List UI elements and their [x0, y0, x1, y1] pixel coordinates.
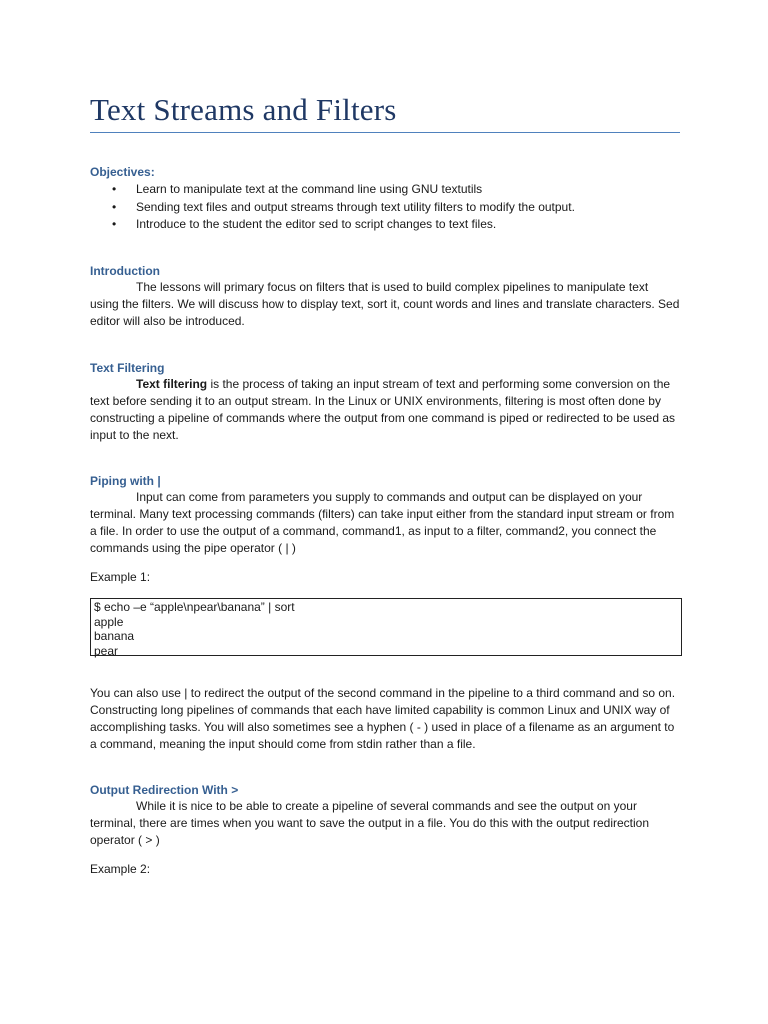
text-filtering-paragraph: Text filtering is the process of taking an input stream of text and performing some conversion on the text before sending it to an output stream. In the Linux or UNIX environments, filtering is most often done by constructing a pipeline of commands where the output from one command is piped or redirected to be used as input to the next.: [90, 377, 675, 442]
bullet-icon: •: [112, 217, 117, 231]
code-line: banana: [94, 629, 135, 643]
list-item: • Learn to manipulate text at the command line using GNU textutils: [90, 181, 575, 199]
list-item: • Sending text files and output streams through text utility filters to modify the output.: [90, 199, 575, 217]
bold-term: Text filtering: [136, 377, 208, 391]
piping-heading: Piping with |: [90, 474, 161, 488]
page-title: Text Streams and Filters: [90, 92, 397, 127]
output-redirection-paragraph: While it is nice to be able to create a pipeline of several commands and see the output on your terminal, there are times when you want to save the output in a file. You do this with the output redirection operator ( > ): [90, 799, 649, 847]
piping-followup-paragraph: You can also use | to redirect the output of the second command in the pipeline to a third command and so on. Constructing long pipelines of commands that each have limited capability is common Linux and UNIX way of accomplishing tasks. You will also sometimes see a hyphen ( - ) used in place of a filename as an argument to a command, meaning the input should come from stdin rather than a file.: [90, 686, 676, 751]
objectives-heading: Objectives:: [90, 165, 155, 179]
example-2-label: Example 2:: [90, 862, 151, 876]
introduction-heading: Introduction: [90, 264, 160, 278]
piping-paragraph: Input can come from parameters you supply to commands and output can be displayed on your terminal. Many text processing commands (filters) can take input either from the standard input stream or from a file. In order to use the output of a command, command1, as input to a filter, command2, you connect the commands using the pipe operator ( | ): [90, 490, 675, 555]
title-underline: [90, 132, 680, 133]
code-line: $ echo –e “apple\npear\banana” | sort: [94, 600, 295, 614]
objectives-list: [90, 181, 575, 234]
example-1-code-box: [90, 598, 682, 656]
code-line: pear: [94, 643, 119, 658]
bullet-icon: •: [112, 182, 117, 196]
example-1-label: Example 1:: [90, 570, 151, 584]
bullet-icon: •: [112, 199, 117, 214]
code-line: apple: [94, 614, 124, 629]
list-item: • Introduce to the student the editor sed to script changes to text files.: [90, 216, 575, 234]
text-filtering-heading: Text Filtering: [90, 361, 165, 375]
introduction-paragraph: The lessons will primary focus on filters that is used to build complex pipelines to manipulate text using the filters. We will discuss how to display text, sort it, count words and lines and translate characters. Sed editor will also be introduced.: [90, 280, 680, 328]
output-redirection-heading: Output Redirection With >: [90, 783, 239, 797]
